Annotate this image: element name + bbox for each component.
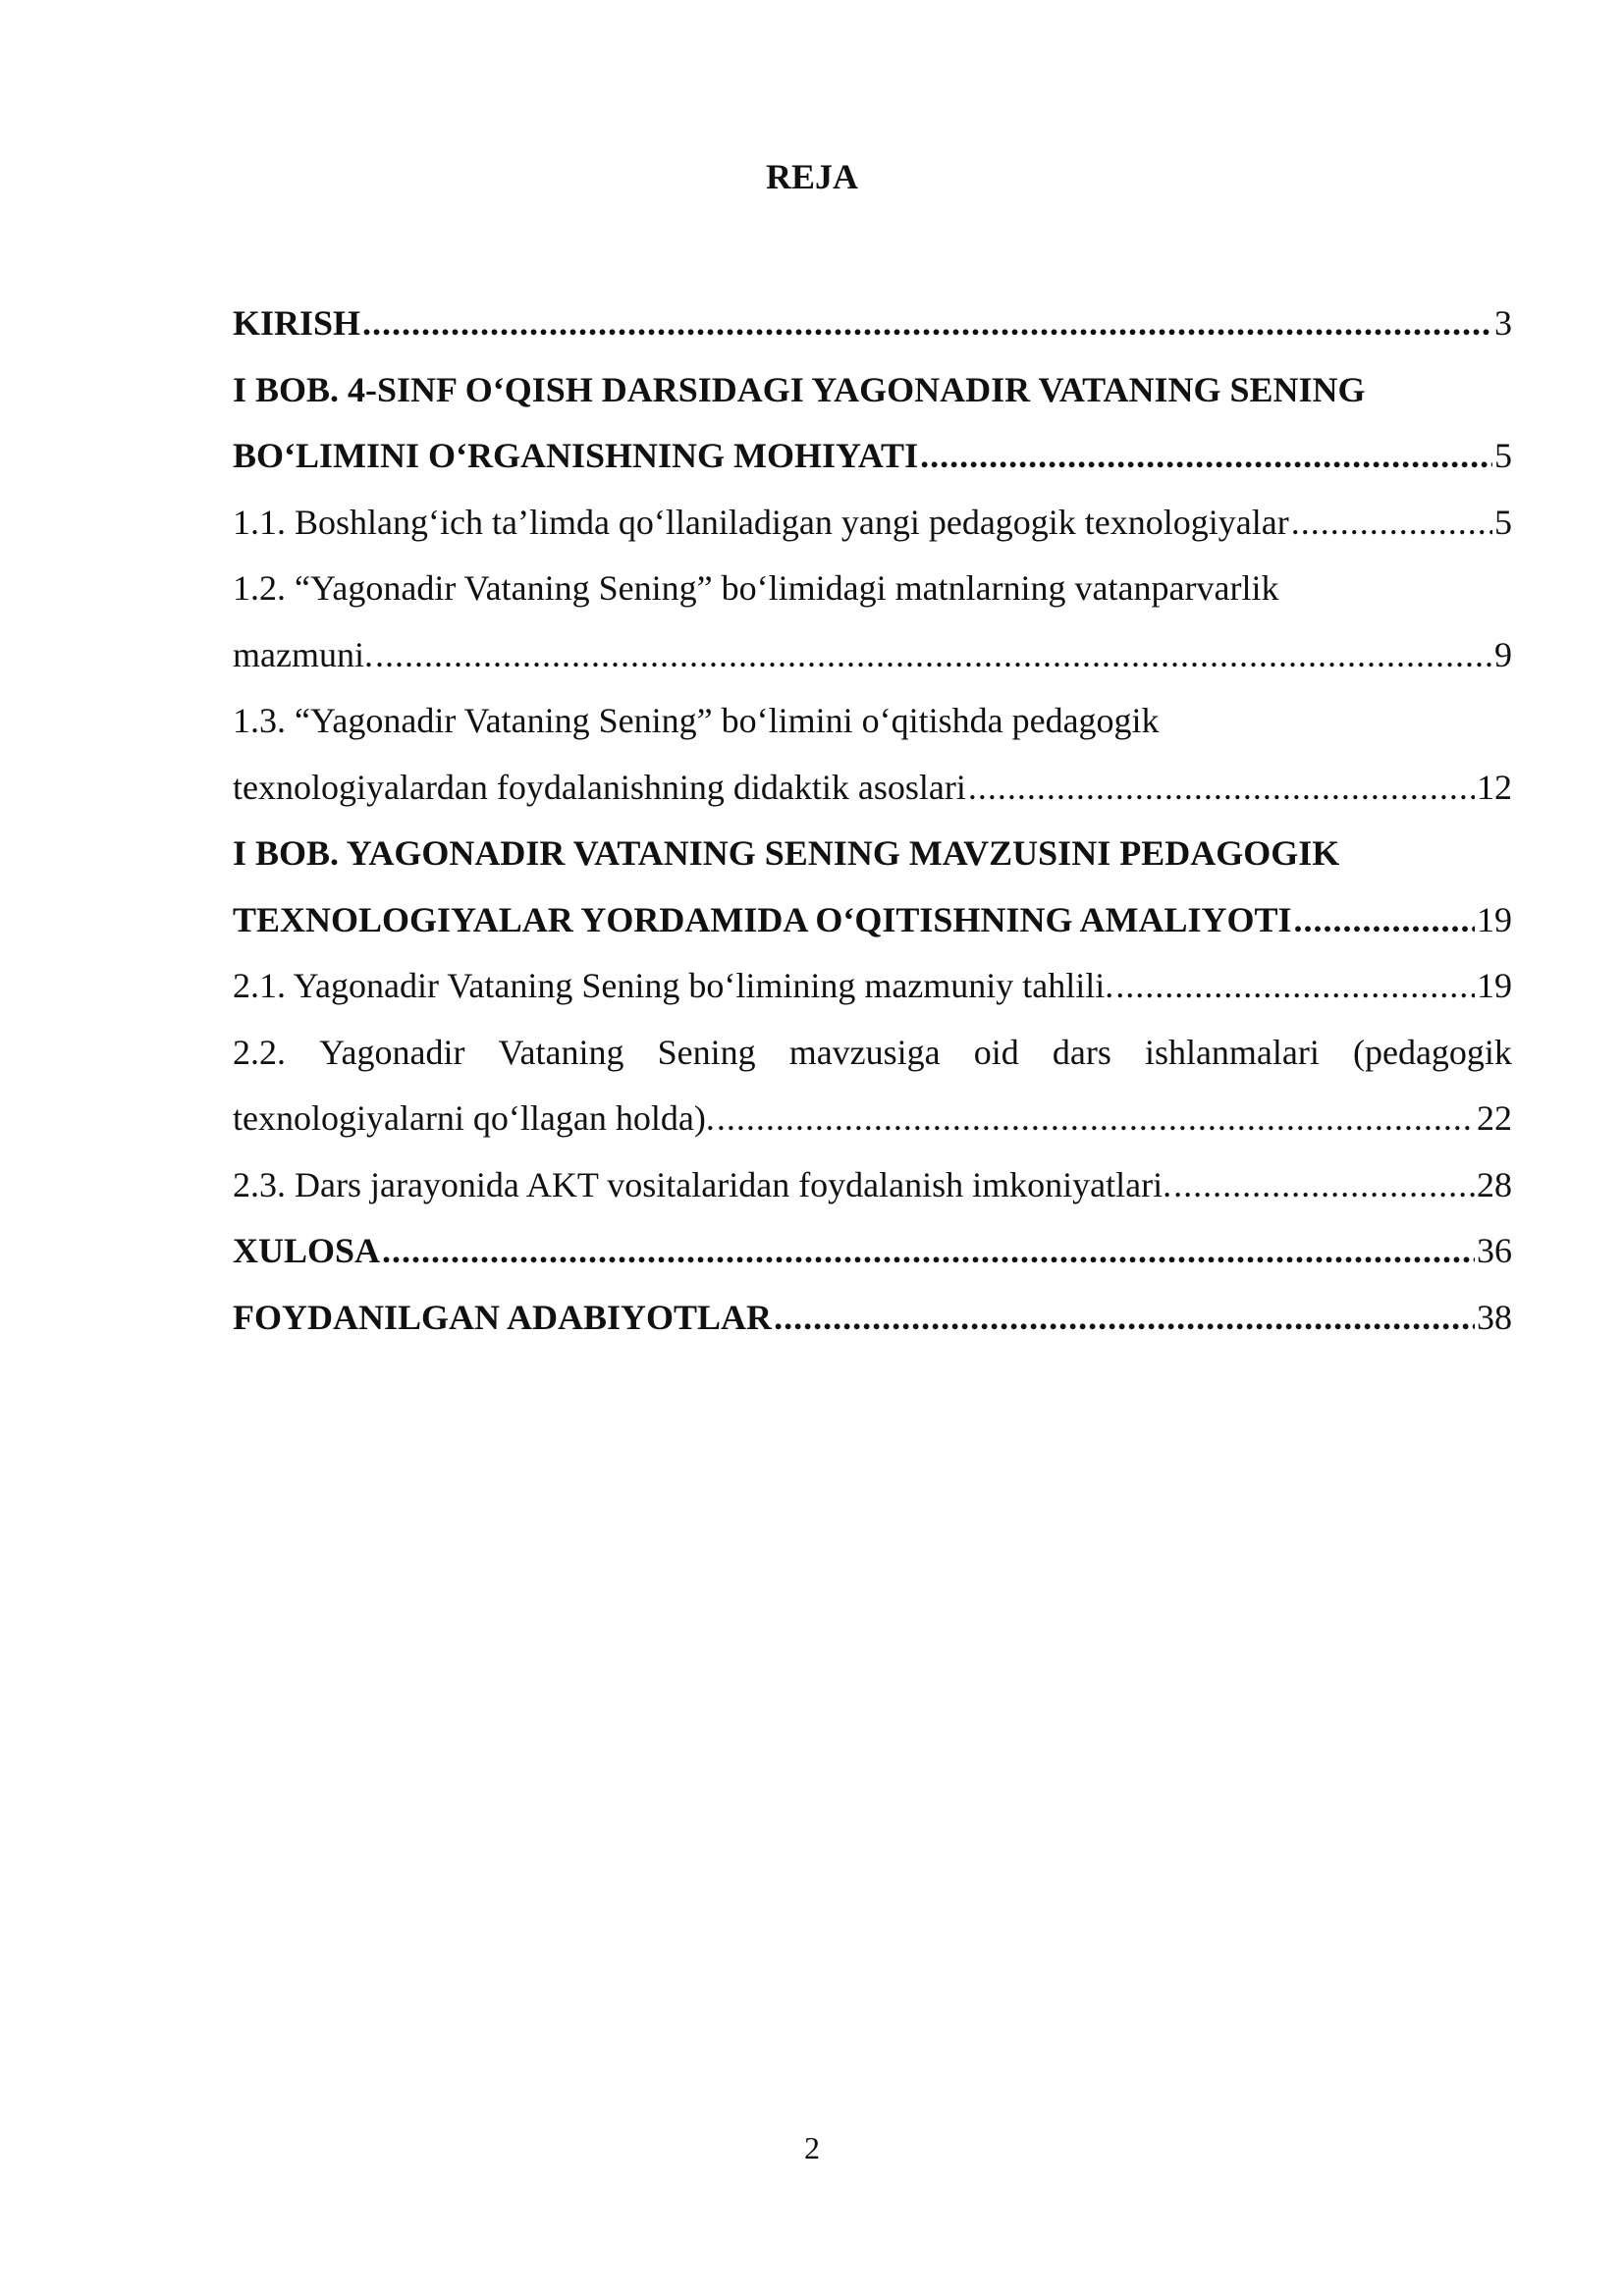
table-of-contents — [233, 291, 1512, 1351]
toc-entry — [233, 688, 1512, 755]
toc-entry-word: oid — [973, 1032, 1019, 1072]
toc-entry — [233, 1152, 1512, 1219]
toc-leader-dots — [375, 622, 1492, 689]
toc-entry — [233, 1086, 1512, 1152]
toc-leader-dots — [920, 423, 1492, 490]
toc-leader-dots — [1294, 887, 1476, 954]
toc-entry-page: 22 — [1477, 1098, 1512, 1138]
toc-entry — [233, 622, 1512, 689]
toc-entry-page: 19 — [1477, 899, 1512, 939]
toc-leader-dots — [774, 1285, 1475, 1352]
toc-entry — [233, 1218, 1512, 1285]
toc-entry-text: mazmuni. — [233, 634, 373, 674]
toc-entry-text: 2.3. Dars jarayonida AKT vositalaridan foydalanish imkoniyatlari. — [233, 1164, 1172, 1204]
toc-entry-page: 9 — [1494, 634, 1512, 674]
toc-leader-dots — [1291, 490, 1492, 557]
toc-entry-word: ishlanmalari — [1144, 1032, 1320, 1072]
toc-entry-word: Yagonadir — [319, 1032, 465, 1072]
toc-entry-page: 28 — [1477, 1164, 1512, 1204]
toc-entry-text: I BOB. 4-SINF O‘QISH DARSIDAGI YAGONADIR VATANING SENING — [233, 369, 1366, 409]
toc-entry — [233, 291, 1512, 357]
toc-entry — [233, 755, 1512, 822]
toc-entry — [233, 887, 1512, 954]
toc-entry-text: FOYDANILGAN ADABIYOTLAR — [233, 1297, 773, 1337]
toc-leader-dots — [382, 1218, 1475, 1285]
toc-entry — [233, 821, 1512, 887]
page-title: REJA — [765, 157, 858, 196]
toc-leader-dots — [717, 1086, 1475, 1152]
toc-entry — [233, 953, 1512, 1020]
toc-entry-word: (pedagogik — [1352, 1032, 1512, 1072]
toc-entry-page: 19 — [1477, 966, 1512, 1005]
toc-entry-word: dars — [1052, 1032, 1111, 1072]
toc-entry-word: 2.2. — [233, 1032, 286, 1072]
toc-entry-text: KIRISH — [233, 303, 361, 343]
toc-entry-text: 2.1. Yagonadir Vataning Sening bo‘limining mazmuniy tahlili. — [233, 966, 1114, 1005]
toc-leader-dots — [1173, 1152, 1475, 1219]
toc-entry-page: 5 — [1494, 502, 1512, 542]
toc-entry-word: Vataning — [498, 1032, 624, 1072]
toc-entry-page: 38 — [1477, 1297, 1512, 1337]
toc-entry-word: Sening — [657, 1032, 756, 1072]
toc-leader-dots — [362, 291, 1492, 357]
toc-entry-text: TEXNOLOGIYALAR YORDAMIDA O‘QITISHNING AMALIYOTI — [233, 899, 1292, 939]
toc-entry-text: BO‘LIMINI O‘RGANISHNING MOHIYATI — [233, 436, 919, 475]
toc-entry — [233, 357, 1512, 424]
toc-entry — [233, 1020, 1512, 1087]
toc-entry-text: 1.1. Boshlang‘ich ta’limda qo‘llaniladigan yangi pedagogik texnologiyalar — [233, 502, 1289, 542]
toc-entry — [233, 556, 1512, 622]
toc-entry-page: 12 — [1477, 767, 1512, 807]
toc-entry-page: 36 — [1477, 1231, 1512, 1270]
toc-entry — [233, 423, 1512, 490]
toc-entry-text: 1.3. “Yagonadir Vataning Sening” bo‘limini o‘qitishda pedagogik — [233, 701, 1160, 740]
toc-entry-page: 5 — [1494, 436, 1512, 475]
toc-leader-dots — [968, 755, 1475, 822]
toc-entry-word: mavzusiga — [788, 1032, 941, 1072]
toc-entry-text: texnologiyalardan foydalanishning didaktik asoslari — [233, 767, 966, 807]
toc-leader-dots — [1115, 953, 1475, 1020]
toc-entry-page: 3 — [1494, 303, 1512, 343]
toc-entry-text: 1.2. “Yagonadir Vataning Sening” bo‘limidagi matnlarning vatanparvarlik — [233, 568, 1279, 608]
toc-entry — [233, 1285, 1512, 1352]
toc-entry-text: texnologiyalarni qo‘llagan holda). — [233, 1098, 715, 1138]
toc-entry-text: I BOB. YAGONADIR VATANING SENING MAVZUSINI PEDAGOGIK — [233, 833, 1340, 873]
toc-entry-text: XULOSA — [233, 1231, 381, 1270]
toc-entry — [233, 490, 1512, 557]
page-number: 2 — [804, 2130, 820, 2165]
